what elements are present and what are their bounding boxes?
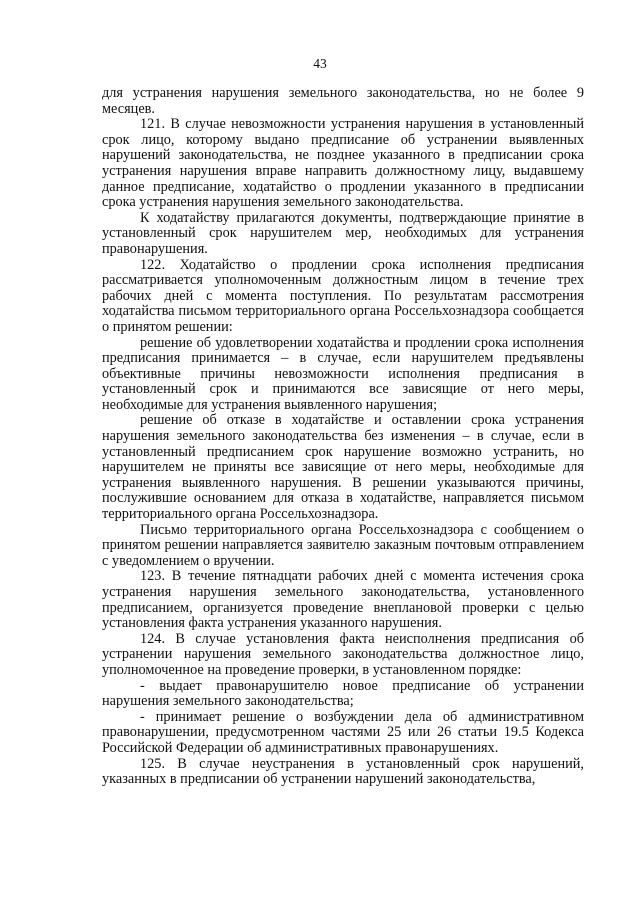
paragraph-decision-approve: решение об удовлетворении ходатайства и продлении срока исполнения предписания принимается – в случае, если нарушителем предъявлены объективные причины невозможности исполнения предписания в установленный срок и принимаются все зависящие от него меры, необходимые для устранения выявленного нарушения;: [102, 334, 584, 413]
page-number: 43: [313, 56, 327, 71]
paragraph-new-order: - выдает правонарушителю новое предписание об устранении нарушения земельного законодательства;: [102, 677, 584, 710]
paragraph-125: 125. В случае неустранения в установленный срок нарушений, указанных в предписании об устранении нарушений законодательства,: [102, 755, 584, 788]
paragraph-continuation: для устранения нарушения земельного законодательства, но не более 9 месяцев.: [102, 85, 584, 117]
paragraph-123: 123. В течение пятнадцати рабочих дней с момента истечения срока устранения нарушения земельного законодательства, установленного предписанием, организуется проведение внеплановой проверки с целью установления факта устранения указанного нарушения.: [102, 568, 584, 632]
paragraph-124: 124. В случае установления факта неисполнения предписания об устранении нарушения земельного законодательства должностное лицо, уполномоченное на проведение проверки, в установленном порядке:: [102, 630, 584, 678]
paragraph-122: 122. Ходатайство о продлении срока исполнения предписания рассматривается уполномоченным должностным лицом в течение трех рабочих дней с момента поступления. По результатам рассмотрения ходатайства письмом территориального органа Россельхознадзора сообщается о принятом решении:: [102, 256, 584, 335]
paragraph-petition-documents: К ходатайству прилагаются документы, подтверждающие принятие в установленный срок нарушителем мер, необходимых для устранения правонарушения.: [102, 209, 584, 257]
document-body: [102, 86, 584, 788]
paragraph-case-initiation: - принимает решение о возбуждении дела об административном правонарушении, предусмотренном частями 25 или 26 статьи 19.5 Кодекса Российской Федерации об административных правонарушениях.: [102, 708, 584, 756]
paragraph-letter: Письмо территориального органа Россельхознадзора с сообщением о принятом решении направляется заявителю заказным почтовым отправлением с уведомлением о вручении.: [102, 521, 584, 569]
paragraph-decision-refuse: решение об отказе в ходатайстве и оставлении срока устранения нарушения земельного законодательства без изменения – в случае, если в установленный предписанием срок нарушение возможно устранить, но нарушителем не приняты все зависящие от него меры, необходимые для устранения выявленного нарушения. В решении указываются причины, послужившие основанием для отказа в ходатайстве, направляется письмом территориального органа Россельхознадзора.: [102, 412, 584, 523]
paragraph-121: 121. В случае невозможности устранения нарушения в установленный срок лицо, которому выдано предписание об устранении выявленных нарушений законодательства, не позднее указанного в предписании срока устранения нарушения вправе направить должностному лицу, выдавшему данное предписание, ходатайство о продлении указанного в предписании срока устранения нарушения земельного законодательства.: [102, 116, 584, 211]
